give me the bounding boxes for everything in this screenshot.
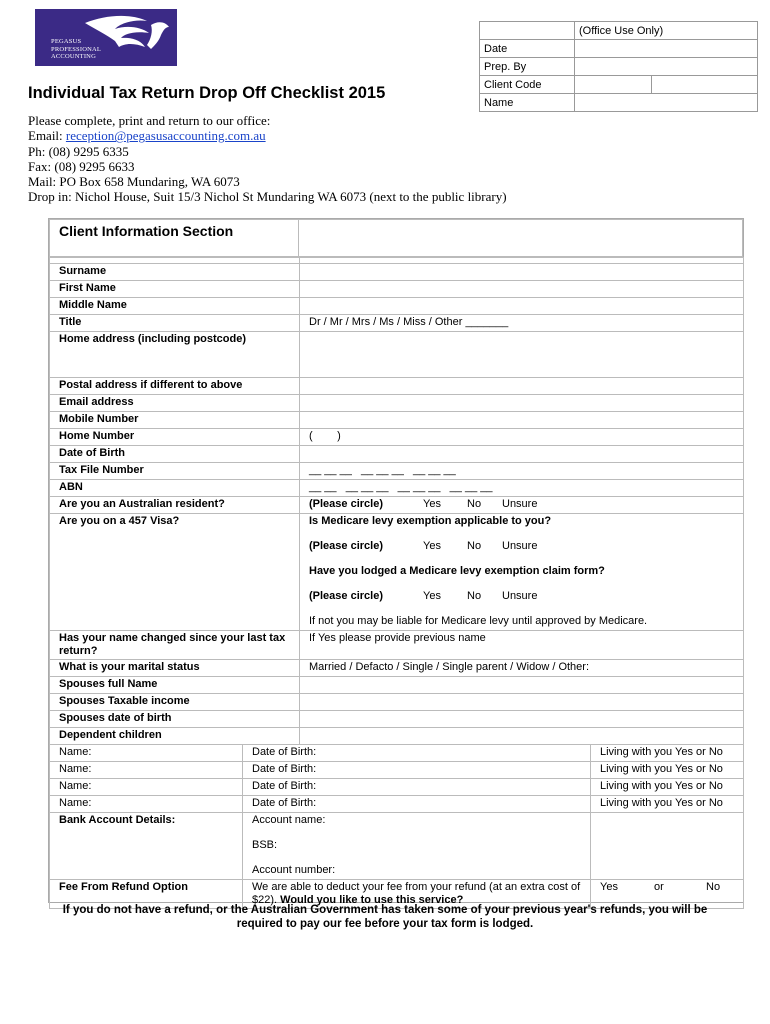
option-no[interactable]: No — [467, 540, 482, 552]
section-header — [49, 219, 743, 257]
title-options[interactable]: Dr / Mr / Mrs / Ms / Miss / Other _______ — [300, 315, 744, 332]
abn-label: ABN — [50, 480, 300, 497]
medicare-form-options[interactable] — [309, 590, 734, 615]
please-circle-text: (Please circle) — [309, 540, 383, 552]
medicare-form-question: Have you lodged a Medicare levy exemption claim form? — [309, 565, 605, 577]
bank-details-cell[interactable] — [243, 813, 591, 880]
option-unsure[interactable]: Unsure — [502, 498, 538, 510]
medicare-cell — [300, 514, 744, 631]
spouse-name-field[interactable] — [300, 677, 744, 694]
contact-instructions — [28, 113, 507, 205]
option-yes[interactable]: Yes — [423, 590, 441, 602]
home-address-label: Home address (including postcode) — [50, 332, 300, 378]
office-use-table — [479, 21, 758, 112]
office-date-field[interactable] — [575, 40, 758, 58]
option-unsure[interactable]: Unsure — [502, 590, 538, 602]
client-information-form — [48, 218, 744, 906]
spouse-dob-label: Spouses date of birth — [50, 711, 300, 728]
child-dob-label[interactable]: Date of Birth: — [243, 796, 591, 813]
fee-no[interactable]: No — [706, 881, 721, 893]
office-date-label: Date — [480, 40, 575, 58]
postal-address-label: Postal address if different to above — [50, 378, 300, 395]
bsb-label: BSB: — [252, 839, 278, 851]
child-name-label[interactable]: Name: — [50, 796, 243, 813]
option-no[interactable]: No — [467, 590, 482, 602]
postal-address-field[interactable] — [300, 378, 744, 395]
home-number-field[interactable]: ( ) — [300, 429, 744, 446]
child-dob-label[interactable]: Date of Birth: — [243, 745, 591, 762]
marital-label: What is your marital status — [50, 660, 300, 677]
middle-name-label: Middle Name — [50, 298, 300, 315]
instruction-line: Please complete, print and return to our office: — [28, 113, 271, 128]
child-living-label[interactable]: Living with you Yes or No — [591, 745, 744, 762]
section-title-cell — [49, 219, 299, 257]
resident-options[interactable] — [300, 497, 744, 514]
child-dob-label[interactable]: Date of Birth: — [243, 762, 591, 779]
office-name-field[interactable] — [575, 94, 758, 112]
office-client-code-label: Client Code — [480, 76, 575, 94]
marital-options[interactable]: Married / Defacto / Single / Single parent / Widow / Other: — [300, 660, 744, 677]
section-title: Client Information Section — [59, 223, 234, 239]
bank-extra-cell[interactable] — [591, 813, 744, 880]
spouse-income-field[interactable] — [300, 694, 744, 711]
spouse-name-label: Spouses full Name — [50, 677, 300, 694]
mobile-field[interactable] — [300, 412, 744, 429]
name-changed-label: Has your name changed since your last tax return? — [50, 631, 300, 660]
medicare-question: Is Medicare levy exemption applicable to you? — [309, 515, 552, 527]
email-line — [28, 128, 507, 143]
home-address-field[interactable] — [300, 332, 744, 378]
office-prep-field[interactable] — [575, 58, 758, 76]
option-no[interactable]: No — [467, 498, 482, 510]
option-yes[interactable]: Yes — [423, 540, 441, 552]
phone-line: Ph: (08) 9295 6335 — [28, 143, 129, 159]
office-blank-cell — [480, 22, 575, 40]
account-name-label: Account name: — [252, 814, 326, 826]
email-address-field[interactable] — [300, 395, 744, 412]
child-name-label[interactable]: Name: — [50, 745, 243, 762]
spouse-income-label: Spouses Taxable income — [50, 694, 300, 711]
previous-name-field[interactable]: If Yes please provide previous name — [300, 631, 744, 660]
email-address-label: Email address — [50, 395, 300, 412]
document-title: Individual Tax Return Drop Off Checklist 2015 — [28, 84, 386, 102]
refund-footnote: If you do not have a refund, or the Australian Government has taken some of your previous year's refunds, you will be required to pay our fee before your tax form is lodged. — [62, 904, 708, 930]
logo-line-2: PROFESSIONAL — [51, 45, 102, 53]
resident-label: Are you an Australian resident? — [50, 497, 300, 514]
dob-field[interactable] — [300, 446, 744, 463]
fee-label: Fee From Refund Option — [50, 880, 243, 909]
fax-line: Fax: (08) 9295 6633 — [28, 158, 135, 174]
spouse-dob-field[interactable] — [300, 711, 744, 728]
option-unsure[interactable]: Unsure — [502, 540, 538, 552]
dependents-field[interactable] — [300, 728, 744, 745]
account-number-label: Account number: — [252, 864, 336, 876]
office-client-code-field-1[interactable] — [575, 76, 652, 94]
bank-label: Bank Account Details: — [50, 813, 243, 880]
email-link[interactable]: reception@pegasusaccounting.com.au — [65, 128, 266, 144]
please-circle-text: (Please circle) — [309, 590, 383, 602]
logo-line-1: PEGASUS — [51, 38, 82, 45]
office-client-code-field-2[interactable] — [652, 76, 758, 94]
fee-or: or — [654, 881, 664, 893]
surname-label: Surname — [50, 264, 300, 281]
fee-yes[interactable]: Yes — [600, 881, 618, 893]
company-logo — [35, 9, 177, 66]
option-yes[interactable]: Yes — [423, 498, 441, 510]
office-prep-label: Prep. By — [480, 58, 575, 76]
medicare-note: If not you may be liable for Medicare levy until approved by Medicare. — [309, 615, 648, 627]
child-name-label[interactable]: Name: — [50, 762, 243, 779]
child-living-label[interactable]: Living with you Yes or No — [591, 779, 744, 796]
child-name-label[interactable]: Name: — [50, 779, 243, 796]
dependents-label: Dependent children — [50, 728, 300, 745]
mobile-label: Mobile Number — [50, 412, 300, 429]
title-label: Title — [50, 315, 300, 332]
child-living-label[interactable]: Living with you Yes or No — [591, 762, 744, 779]
first-name-field[interactable] — [300, 281, 744, 298]
logo-line-3: ACCOUNTING — [51, 53, 96, 60]
office-use-heading: (Office Use Only) — [575, 22, 758, 40]
child-living-label[interactable]: Living with you Yes or No — [591, 796, 744, 813]
fee-question: Would you like to use this service? — [280, 894, 464, 906]
medicare-options[interactable] — [309, 540, 734, 565]
child-dob-label[interactable]: Date of Birth: — [243, 779, 591, 796]
abn-field[interactable]: __ __ __ __ __ __ __ __ __ __ __ — [300, 480, 744, 497]
fee-text: We are able to deduct your fee from your refund (at an extra cost of $22). — [252, 881, 581, 906]
section-header-blank — [298, 219, 743, 257]
middle-name-field[interactable] — [300, 298, 744, 315]
email-label: Email: — [28, 128, 66, 144]
visa-label: Are you on a 457 Visa? — [50, 514, 300, 631]
tfn-label: Tax File Number — [50, 463, 300, 480]
dob-label: Date of Birth — [50, 446, 300, 463]
office-name-label: Name — [480, 94, 575, 112]
tfn-field[interactable]: __ __ __ __ __ __ __ __ __ — [300, 463, 744, 480]
please-circle-text: (Please circle) — [309, 498, 383, 510]
client-info-table — [49, 257, 744, 909]
surname-field[interactable] — [300, 264, 744, 281]
dropin-line: Drop in: Nichol House, Suit 15/3 Nichol St Mundaring WA 6073 (next to the public library) — [28, 189, 507, 205]
first-name-label: First Name — [50, 281, 300, 298]
mail-line: Mail: PO Box 658 Mundaring, WA 6073 — [28, 174, 240, 190]
home-number-label: Home Number — [50, 429, 300, 446]
